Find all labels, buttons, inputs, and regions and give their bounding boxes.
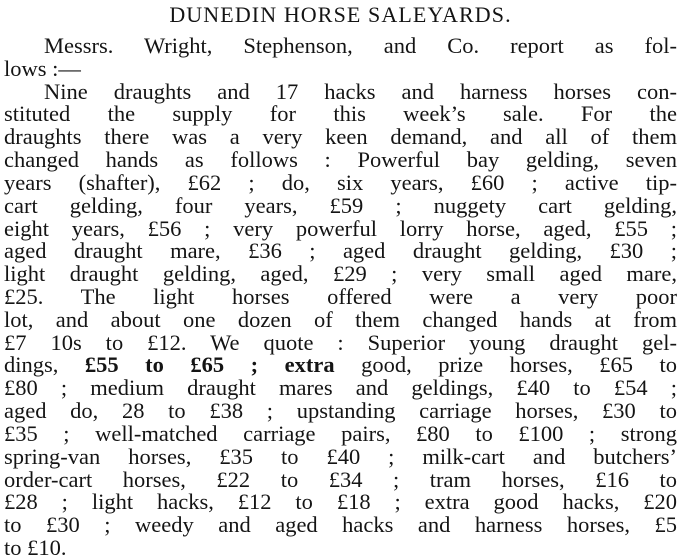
article-line: £28 ; light hacks, £12 to £18 ; extra good hacks, £20 — [4, 490, 677, 514]
article-line: lot, and about one dozen of them changed hands at from — [4, 308, 677, 332]
article-line: stituted the supply for this week’s sale. For the — [4, 102, 677, 126]
article-line: Nine draughts and 17 hacks and harness horses con- — [44, 80, 677, 104]
article-line: dings, £55 to £65 ; extra good, prize horses, £65 to — [4, 353, 677, 377]
article-line: £80 ; medium draught mares and geldings, £40 to £54 ; — [4, 376, 677, 400]
article-line: £25. The light horses offered were a very poor — [4, 285, 677, 309]
article-headline: DUNEDIN HORSE SALEYARDS. — [169, 2, 512, 27]
article-line: aged do, 28 to £38 ; upstanding carriage horses, £30 to — [4, 399, 677, 423]
emphasized-price: £55 to £65 ; extra — [84, 353, 335, 377]
article-line: Messrs. Wright, Stephenson, and Co. report as fol- — [44, 34, 677, 58]
article-line: draughts there was a very keen demand, and all of them — [4, 125, 677, 149]
article-line: aged draught mare, £36 ; aged draught gelding, £30 ; — [4, 239, 677, 263]
article-line: light draught gelding, aged, £29 ; very small aged mare, — [4, 262, 677, 286]
article-line: to £10. — [4, 536, 67, 560]
article-line: £35 ; well-matched carriage pairs, £80 to £100 ; strong — [4, 422, 677, 446]
article-line: years (shafter), £62 ; do, six years, £60 ; active tip- — [4, 171, 677, 195]
article-line: spring-van horses, £35 to £40 ; milk-cart and butchers’ — [4, 445, 677, 469]
article-line: lows :— — [4, 57, 81, 81]
article-line: order-cart horses, £22 to £34 ; tram horses, £16 to — [4, 468, 677, 492]
article-line: cart gelding, four years, £59 ; nuggety cart gelding, — [4, 194, 677, 218]
article-line: changed hands as follows : Powerful bay gelding, seven — [4, 148, 677, 172]
article-line: £7 10s to £12. We quote : Superior young draught gel- — [4, 331, 677, 355]
article-line: to £30 ; weedy and aged hacks and harness horses, £5 — [4, 513, 677, 537]
article-line: eight years, £56 ; very powerful lorry horse, aged, £55 ; — [4, 217, 677, 241]
